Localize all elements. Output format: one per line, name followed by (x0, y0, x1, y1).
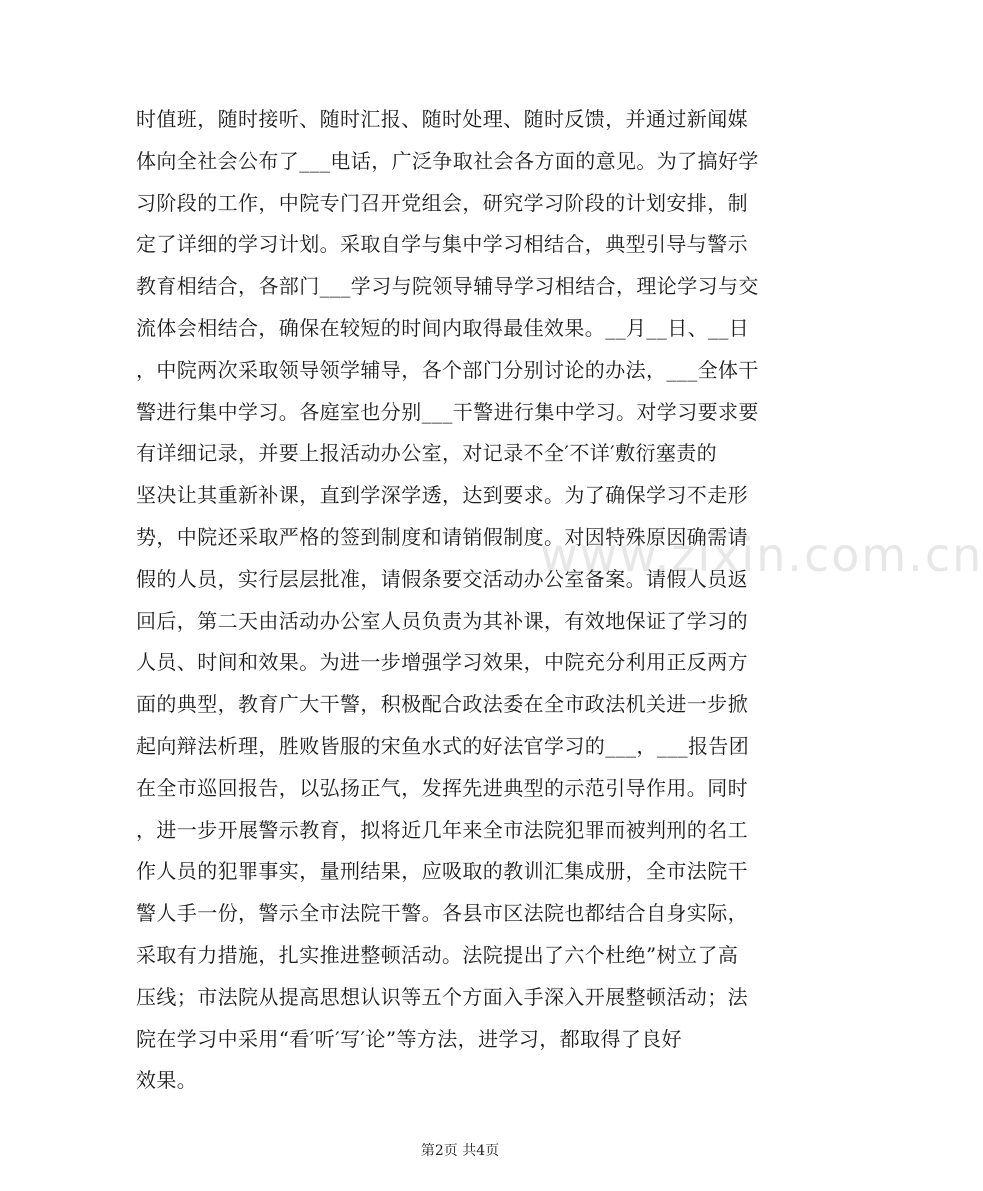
text-line: ，中院两次采取领导领学辅导，各个部门分别讨论的办法，___全体干 (136, 357, 759, 382)
page-number-footer: 第2页 共4页 (420, 1143, 500, 1159)
text-line: 势，中院还采取严格的签到制度和请销假制度。对因特殊原因确需请 (136, 524, 748, 549)
text-line: 起向辩法析理，胜败皆服的宋鱼水式的好法官学习的___，___报告团 (136, 733, 750, 758)
text-line: 教育相结合，各部门___学习与院领导辅导学习相结合，理论学习与交 (136, 274, 759, 299)
text-line: 采取有力措施，扎实推进整顿活动。法院提出了六个杜绝”树立了高 (136, 942, 739, 967)
text-line: 作人员的犯罪事实，量刑结果，应吸取的教训汇集成册，全市法院干 (136, 859, 748, 884)
text-line: 人员、时间和效果。为进一步增强学习效果，中院充分利用正反两方 (136, 650, 748, 675)
text-line: 时值班，随时接听、随时汇报、随时处理、随时反馈，并通过新闻媒 (136, 107, 748, 131)
text-line: 面的典型，教育广大干警，积极配合政法委在全市政法机关进一步掀 (136, 692, 748, 717)
text-line: 流体会相结合，确保在较短的时间内取得最佳效果。__月__日、__日 (136, 315, 750, 340)
text-line: 效果。 (136, 1068, 198, 1093)
text-line: 习阶段的工作，中院专门召开党组会，研究学习阶段的计划安排，制 (136, 190, 748, 215)
text-line: 院在学习中采用“看′听′写′论”等方法，进学习，都取得了良好 (136, 1026, 683, 1051)
text-line: 警人手一份，警示全市法院干警。各县市区法院也都结合自身实际， (136, 901, 748, 926)
text-line: 定了详细的学习计划。采取自学与集中学习相结合，典型引导与警示 (136, 232, 748, 257)
text-line: 压线；市法院从提高思想认识等五个方面入手深入开展整顿活动；法 (136, 984, 748, 1009)
text-line: 体向全社会公布了___电话，广泛争取社会各方面的意见。为了搞好学 (136, 148, 759, 173)
text-line: 回后，第二天由活动办公室人员负责为其补课，有效地保证了学习的 (136, 608, 748, 633)
text-line: 警进行集中学习。各庭室也分别___干警进行集中学习。对学习要求要 (136, 399, 759, 424)
text-line: 有详细记录，并要上报活动办公室，对记录不全′不详′敷衍塞责的 (136, 441, 718, 466)
text-line: 坚决让其重新补课，直到学深学透，达到要求。为了确保学习不走形 (136, 483, 748, 508)
text-line: ，进一步开展警示教育，拟将近几年来全市法院犯罪而被判刑的名工 (136, 817, 748, 842)
watermark: www.zixin.com.cn (540, 528, 983, 582)
body-text (136, 99, 796, 1102)
text-line: 在全市巡回报告，以弘扬正气，发挥先进典型的示范引导作用。同时 (136, 775, 748, 800)
text-line: 假的人员，实行层层批准，请假条要交活动办公室备案。请假人员返 (136, 566, 748, 591)
